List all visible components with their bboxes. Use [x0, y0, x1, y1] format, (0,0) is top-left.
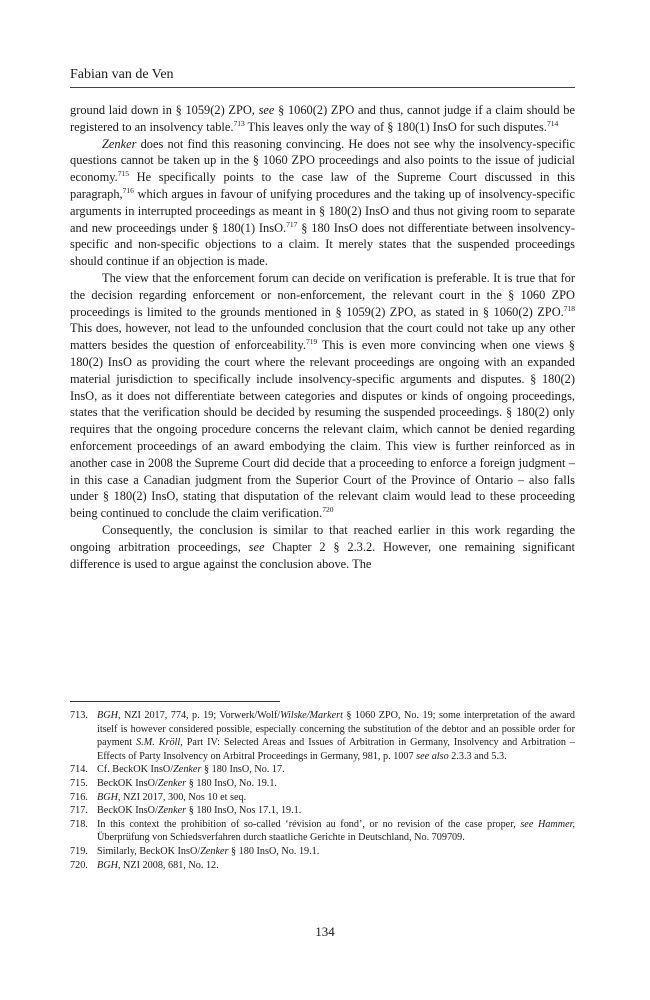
- footnote-718: [70, 818, 575, 845]
- text-run: Similarly, BeckOK InsO/: [97, 845, 201, 857]
- footnote-number: 720.: [70, 859, 88, 871]
- italic-text: Zenker: [173, 764, 202, 776]
- footnote-marker: 720: [322, 505, 334, 515]
- italic-text: see: [258, 103, 275, 117]
- footnote-text: [97, 710, 575, 762]
- footnote-rule: [70, 701, 280, 702]
- footnote-marker: 717: [286, 219, 298, 229]
- footnote-marker: 719: [305, 337, 318, 347]
- text-run: § 1060 ZPO, No. 19; some interpretation of the award itself is however considered possible, especially concerning the substitution of the debtor and an possible order for payment: [97, 710, 575, 749]
- italic-text: see Hammer,: [520, 818, 576, 830]
- header-author: Fabian van de Ven: [70, 67, 174, 82]
- footnote-713: [70, 709, 575, 763]
- text-run: BeckOK InsO/: [97, 805, 158, 817]
- footnote-716: [70, 791, 575, 805]
- text-run: Überprüfung von Schiedsverfahren durch staatliche Gerichte in Deutschland, No. 709709.: [97, 832, 465, 844]
- footnote-number: 713.: [70, 710, 88, 721]
- text-run: does not find this reasoning convincing. He does not see why the insolvency-specific questions cannot be taken up in the § 1060 ZPO proceedings and also points to the issue of judicial economy.: [70, 136, 575, 185]
- body-paragraph-2: [70, 136, 575, 270]
- running-header: [70, 66, 575, 84]
- footnote-number: 714.: [70, 764, 88, 776]
- body-paragraph-3: [70, 270, 575, 522]
- header-rule: [70, 87, 575, 88]
- footnote-number: 716.: [70, 791, 88, 803]
- footnote-marker: 713: [233, 118, 245, 128]
- text-run: § 180 InsO, No. 19.1.: [186, 777, 277, 789]
- footnote-715: [70, 777, 575, 791]
- footnotes: [70, 709, 575, 872]
- text-run: Consequently, the conclusion is similar to that reached earlier in this work regarding the ongoing arbitration proceedings,: [70, 522, 575, 554]
- text-run: BeckOK InsO/: [97, 777, 158, 789]
- text-run: Cf. BeckOK InsO/: [97, 764, 174, 776]
- footnote-720: [70, 859, 575, 873]
- body-paragraph-1: [70, 102, 575, 136]
- italic-text: see also: [416, 750, 449, 762]
- footnote-number: 715.: [70, 777, 88, 789]
- footnote-text: [97, 846, 319, 857]
- footnote-marker: 714: [546, 118, 559, 128]
- text-run: , NZI 2017, 300, Nos 10 et seq.: [117, 791, 247, 803]
- footnote-717: [70, 804, 575, 818]
- page-number: 134: [315, 924, 335, 939]
- text-run: § 180 InsO, No. 17.: [201, 764, 285, 776]
- footnote-marker: 715: [117, 169, 129, 179]
- text-run: 2.3.3 and 5.3.: [448, 750, 507, 762]
- italic-text: Wilske/Markert: [280, 710, 343, 721]
- text-run: , NZI 2008, 681, No. 12.: [117, 859, 219, 871]
- footnote-number: 718.: [70, 818, 88, 830]
- text-run: § 180 InsO, Nos 17.1, 19.1.: [186, 805, 302, 817]
- footnote-number: 719.: [70, 845, 88, 857]
- footnote-text: [97, 792, 246, 803]
- italic-text: Zenker: [200, 845, 229, 857]
- body-paragraph-4: [70, 522, 575, 572]
- text-run: He specifically points to the case law of the Supreme Court discussed in this paragraph,: [70, 170, 575, 201]
- text-run: ground laid down in § 1059(2) ZPO,: [70, 103, 259, 117]
- footnote-text: [97, 764, 285, 775]
- italic-text: BGH: [97, 791, 118, 803]
- text-run: , NZI 2017, 774, p. 19; Vorwerk/Wolf/: [117, 710, 281, 721]
- text-run: § 180 InsO does not differentiate between insolvency-specific and non-specific objections to a claim. It merely states that the suspended proceedings should continue if an objection is made.: [70, 220, 575, 269]
- text-run: which argues in favour of unifying procedures and the taking up of insolvency-specific arguments in interrupted proceedings as meant in § 180(2) InsO and thus not giving room to separate and new proceedings under § 180(1) InsO.: [70, 186, 575, 235]
- footnote-text: [97, 778, 277, 789]
- text-run: This leaves only the way of § 180(1) InsO for such disputes.: [244, 119, 547, 134]
- text-run: § 180 InsO, No. 19.1.: [228, 845, 320, 857]
- italic-text: see: [248, 539, 265, 554]
- footnote-text: [97, 819, 575, 844]
- text-run: The view that the enforcement forum can decide on verification is preferable. It is true that for the decision regarding enforcement or non-enforcement, the relevant court in the § 1060 ZPO proceedings is limited to the grounds mentioned in § 1059(2) ZPO, as stated in § 1060(2) ZPO.: [70, 270, 575, 319]
- text-run: , Part IV: Selected Areas and Issues of Arbitration in Germany, Insolvency and Arbitration – Effects of Party Insolvency on Arbitral Proceedings in Germany, 981, p. 1007: [97, 737, 575, 762]
- italic-text: Zenker: [102, 136, 137, 151]
- footnote-text: [97, 805, 301, 816]
- text-run: § 1060(2) ZPO and thus, cannot judge if a claim should be registered to an insolvency table.: [70, 103, 575, 134]
- footnote-714: [70, 763, 575, 777]
- footnote-text: [97, 860, 219, 871]
- text-run: This is even more convincing when one views § 180(2) InsO as providing the court where the relevant proceedings are ongoing with an expanded material jurisdiction to specifically include insolvency-specific arguments and disputes. § 180(2) InsO, as it does not differentiate between categories and disputes or kinds of ongoing proceedings, states that the verification should be decided by resuming the suspended proceedings. § 180(2) only requires that the ongoing procedure concerns the relevant claim, which cannot be denied regarding enforcement proceedings of an award embodying the claim. This view is further reinforced as in another case in 2008 the Supreme Court did decide that a proceeding to enforce a foreign judgment – in this case a Canadian judgment from the Superior Court of the Province of Ontario – also falls under § 180(2) InsO, stating that disputation of the relevant claim would lead to these proceeding being continued to conclude the claim verification.: [70, 338, 575, 521]
- italic-text: Zenker: [157, 777, 187, 789]
- italic-text: S.M. Kröll: [136, 737, 181, 749]
- italic-text: BGH: [97, 859, 118, 871]
- footnote-number: 717.: [70, 805, 88, 817]
- text-run: In this context the prohibition of so-called ‘révision au fond’, or no revision of the case proper,: [97, 818, 521, 830]
- text-run: This does, however, not lead to the unfounded conclusion that the court could not take up any other matters besides the question of enforceability.: [70, 321, 575, 353]
- footnote-marker: 718: [563, 303, 575, 313]
- italic-text: BGH: [97, 710, 118, 721]
- footnote-marker: 716: [122, 185, 134, 195]
- footnote-719: [70, 845, 575, 859]
- italic-text: Zenker: [157, 805, 187, 817]
- body-text: [70, 102, 575, 572]
- text-run: Chapter 2 § 2.3.2. However, one remaining significant difference is used to argue against the conclusion above. The: [70, 539, 575, 571]
